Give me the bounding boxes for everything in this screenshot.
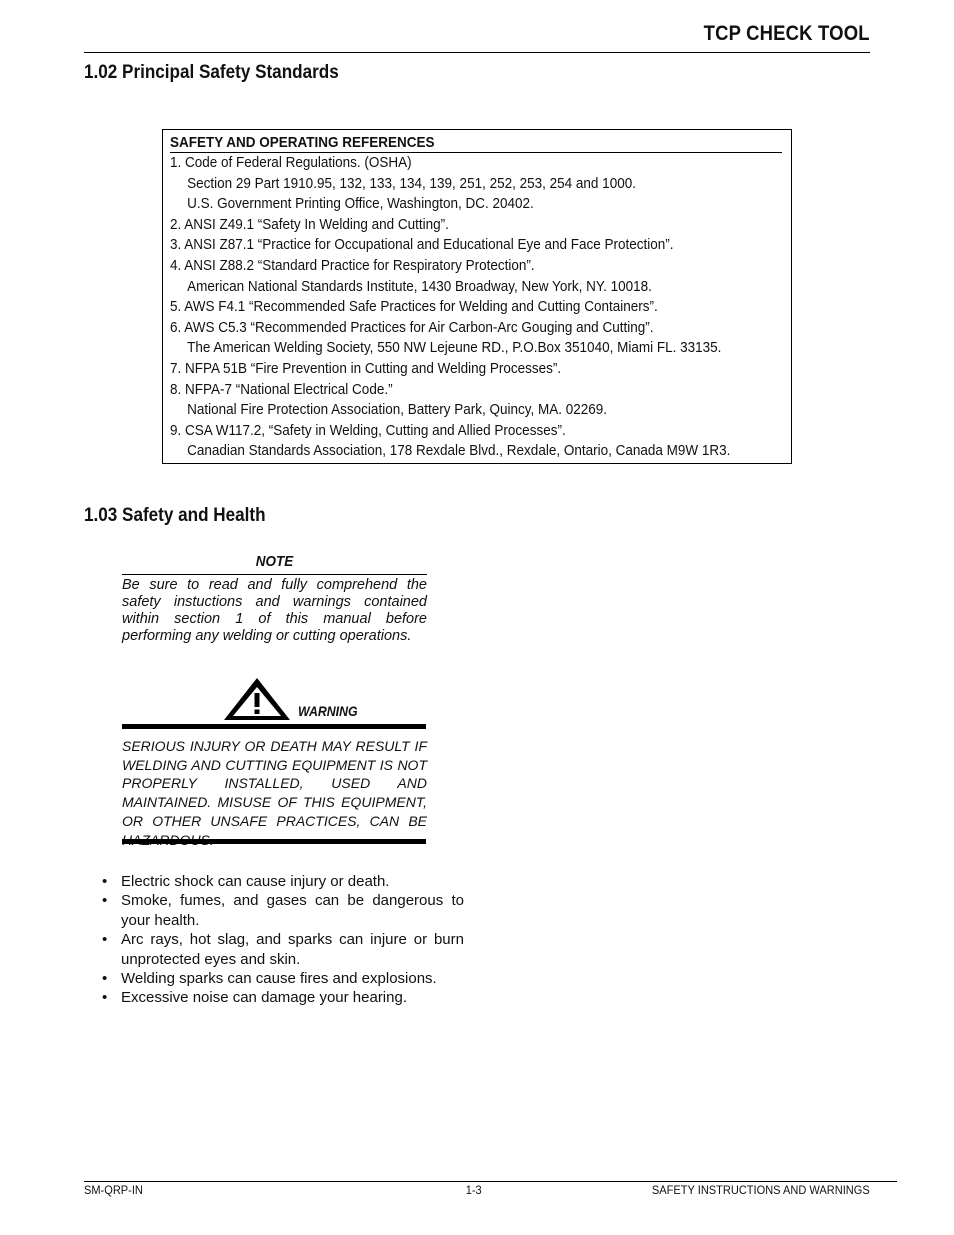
list-item-text: Arc rays, hot slag, and sparks can injure or burn unprotected eyes and skin. [121, 931, 464, 968]
list-item [102, 969, 464, 988]
note-rule [122, 574, 427, 575]
bullet-icon: • [102, 931, 108, 949]
safety-references-box [162, 129, 792, 464]
list-item-text: Excessive noise can damage your hearing. [121, 989, 407, 1007]
references-list [170, 153, 783, 462]
bullet-icon: • [102, 989, 108, 1007]
note-block [122, 553, 427, 645]
list-item-text: Electric shock can cause injury or death. [121, 873, 390, 890]
header-rule [84, 52, 870, 53]
section-heading-principal-safety-standards: 1.02 Principal Safety Standards [84, 62, 339, 83]
reference-line: The American Welding Society, 550 NW Lejeune RD., P.O.Box 351040, Miami FL. 33135. [187, 339, 722, 357]
warning-triangle-icon [222, 676, 292, 722]
bullet-icon: • [102, 892, 108, 910]
reference-line: 4. ANSI Z88.2 “Standard Practice for Respiratory Protection”. [170, 256, 535, 274]
reference-line: Canadian Standards Association, 178 Rexdale Blvd., Rexdale, Ontario, Canada M9W 1R3. [187, 442, 731, 460]
warning-bottom-rule [122, 839, 426, 844]
hazard-bullet-list [102, 872, 464, 1008]
list-item [102, 988, 464, 1007]
reference-line: 1. Code of Federal Regulations. (OSHA) [170, 154, 412, 171]
reference-line: 9. CSA W117.2, “Safety in Welding, Cutting and Allied Processes”. [170, 421, 566, 439]
reference-line: 2. ANSI Z49.1 “Safety In Welding and Cutting”. [170, 215, 449, 233]
bullet-icon: • [102, 970, 108, 988]
bullet-icon: • [102, 873, 108, 890]
list-item [102, 930, 464, 969]
list-item [102, 872, 464, 891]
warning-header [222, 676, 422, 722]
reference-line: American National Standards Institute, 1430 Broadway, New York, NY. 10018. [187, 277, 652, 295]
footer-doc-code: SM-QRP-IN [84, 1183, 143, 1197]
reference-line: 3. ANSI Z87.1 “Practice for Occupational and Educational Eye and Face Protection”. [170, 236, 674, 254]
reference-line: 6. AWS C5.3 “Recommended Practices for Air Carbon-Arc Gouging and Cutting”. [170, 318, 654, 336]
warning-label: WARNING [298, 703, 358, 719]
note-text: Be sure to read and fully comprehend the safety instuctions and warnings contained within section 1 of this manual before performing any welding or cutting operations. [122, 577, 427, 644]
list-item-text: Smoke, fumes, and gases can be dangerous to your health. [121, 892, 464, 929]
list-item [102, 891, 464, 930]
footer-rule [84, 1181, 897, 1182]
reference-line: 5. AWS F4.1 “Recommended Safe Practices for Welding and Cutting Containers”. [170, 298, 658, 316]
warning-top-rule [122, 724, 426, 729]
section-heading-safety-and-health: 1.03 Safety and Health [84, 505, 266, 526]
reference-line: Section 29 Part 1910.95, 132, 133, 134, 139, 251, 252, 253, 254 and 1000. [187, 174, 636, 192]
warning-text: SERIOUS INJURY OR DEATH MAY RESULT IF WELDING AND CUTTING EQUIPMENT IS NOT PROPERLY INSTALLED, USED AND MAINTAINED. MISUSE OF THIS EQUIPMENT, OR OTHER UNSAFE PRACTICES, CAN BE [122, 738, 427, 829]
footer-section-title: SAFETY INSTRUCTIONS AND WARNINGS [652, 1183, 870, 1197]
references-box-title: SAFETY AND OPERATING REFERENCES [170, 133, 782, 153]
list-item-text: Welding sparks can cause fires and explosions. [121, 970, 437, 988]
footer-page-number: 1-3 [465, 1183, 482, 1197]
header-title: TCP CHECK TOOL [703, 22, 870, 45]
reference-line: 8. NFPA-7 “National Electrical Code.” [170, 380, 393, 398]
reference-line: 7. NFPA 51B “Fire Prevention in Cutting and Welding Processes”. [170, 359, 562, 377]
reference-line: U.S. Government Printing Office, Washington, DC. 20402. [187, 195, 534, 213]
reference-line: National Fire Protection Association, Battery Park, Quincy, MA. 02269. [187, 401, 608, 419]
note-title: NOTE [255, 553, 294, 570]
